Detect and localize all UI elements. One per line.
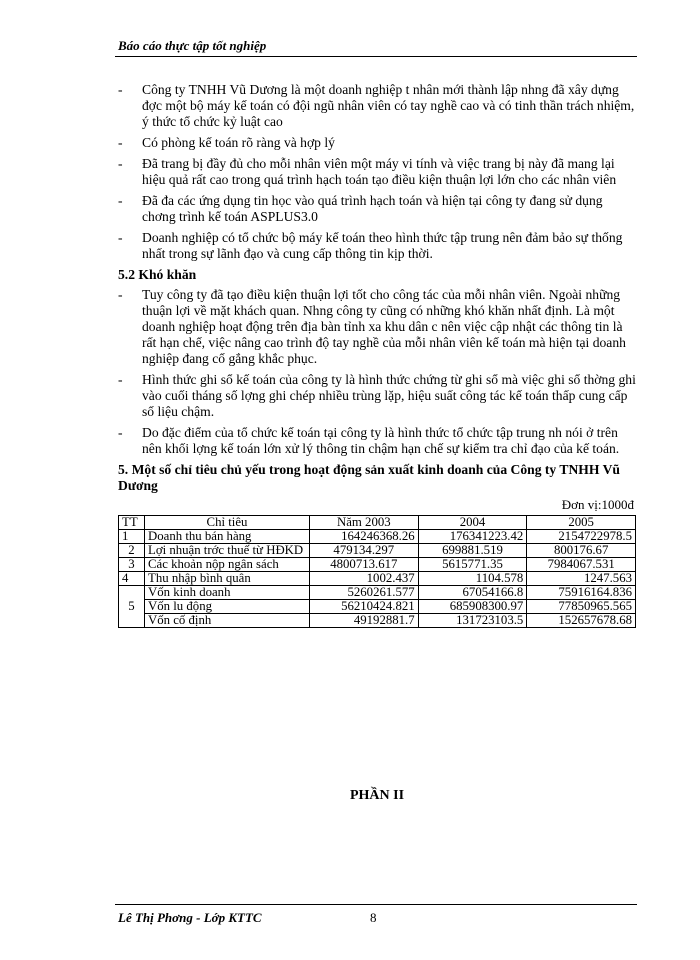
cell-2003: 479134.297 bbox=[310, 544, 419, 558]
unit-note: Đơn vị:1000đ bbox=[561, 497, 634, 512]
table-row bbox=[119, 544, 636, 558]
list-item: - Tuy công ty đã tạo điều kiện thuận lợi tốt cho công tác của mỗi nhân viên. Ngoài những thuận lợi về mặt khách quan. Nhng công ty cũng có những khó khăn nhất định. Là một doanh nghiệp hoạt động trên địa bàn tỉnh xa khu dân c nên việc cập nhật các thông tin là rất hạn chế, việc nâng cao trình độ tay nghề của mỗi nhân viên kế toán mà hiện tại doanh nghiệp đang cố gắng khắc phục. bbox=[118, 287, 636, 367]
advantages-list bbox=[118, 82, 636, 262]
row-number: 3 bbox=[119, 558, 145, 572]
list-item: - Đã trang bị đầy đủ cho mỗi nhân viên một máy vi tính và việc trang bị này đã mang lại hiệu quả rất cao trong quá trình hạch toán tạo điều kiện thuận lợi lớn cho các nhân viên bbox=[118, 156, 636, 188]
column-header: Năm 2003 bbox=[310, 516, 419, 530]
page-number: 8 bbox=[370, 910, 377, 925]
row-label: Lợi nhuận trớc thuế từ HĐKD bbox=[145, 544, 310, 558]
cell-2004: 67054166.8 bbox=[418, 586, 527, 600]
cell-2005: 800176.67 bbox=[527, 544, 636, 558]
cell-2004: 1104.578 bbox=[418, 572, 527, 586]
cell-2005: 1247.563 bbox=[527, 572, 636, 586]
table-row bbox=[119, 558, 636, 572]
row-label: Doanh thu bán hàng bbox=[145, 530, 310, 544]
running-header: Báo cáo thực tập tốt nghiệp bbox=[118, 38, 267, 53]
cell-2003: 4800713.617 bbox=[310, 558, 419, 572]
list-item: - Doanh nghiệp có tổ chức bộ máy kế toán theo hình thức tập trung nên đảm bảo sự thống nhất trong sự lãnh đạo và cung cấp thông tin kịp thời. bbox=[118, 230, 636, 262]
list-item: - Do đặc điểm của tổ chức kế toán tại công ty là hình thức tổ chức tập trung nh nói ở trên nên khối lợng kế toán lớn xử lý thông tin chậm hạn chế sự kiểm tra chỉ đạo của kế toán. bbox=[118, 425, 636, 457]
cell-2004: 699881.519 bbox=[418, 544, 527, 558]
header-rule bbox=[115, 56, 637, 57]
page-content bbox=[118, 82, 636, 804]
difficulties-list bbox=[118, 287, 636, 457]
row-number: 2 bbox=[119, 544, 145, 558]
cell-2004: 685908300.97 bbox=[418, 600, 527, 614]
footer-author: Lê Thị Phơng - Lớp KTTC bbox=[118, 910, 262, 925]
table-row bbox=[119, 614, 636, 628]
row-label: Vốn lu động bbox=[145, 600, 310, 614]
cell-2003: 49192881.7 bbox=[310, 614, 419, 628]
list-item: - Công ty TNHH Vũ Dương là một doanh nghiệp t nhân mới thành lập nhng đã xây dựng đợc một bộ máy kế toán có đội ngũ nhân viên có tay nghề cao và có tinh thần trách nhiệm, ý thức tổ chức kỷ luật cao bbox=[118, 82, 636, 130]
column-header: 2005 bbox=[527, 516, 636, 530]
row-label: Thu nhập bình quân bbox=[145, 572, 310, 586]
list-item: - Có phòng kế toán rõ ràng và hợp lý bbox=[118, 135, 636, 151]
row-number: 5 bbox=[119, 586, 145, 628]
indicators-table bbox=[118, 515, 636, 628]
row-label: Vốn cố định bbox=[145, 614, 310, 628]
section-heading-difficulties: 5.2 Khó khăn bbox=[118, 267, 197, 282]
cell-2005: 75916164.836 bbox=[527, 586, 636, 600]
column-header: TT bbox=[119, 516, 145, 530]
cell-2005: 77850965.565 bbox=[527, 600, 636, 614]
table-row bbox=[119, 586, 636, 600]
table-header-row bbox=[119, 516, 636, 530]
column-header: Chỉ tiêu bbox=[145, 516, 310, 530]
cell-2005: 2154722978.5 bbox=[527, 530, 636, 544]
table-row bbox=[119, 600, 636, 614]
table-row bbox=[119, 530, 636, 544]
cell-2004: 5615771.35 bbox=[418, 558, 527, 572]
row-number: 1 bbox=[119, 530, 145, 544]
cell-2003: 164246368.26 bbox=[310, 530, 419, 544]
list-item: - Đã đa các ứng dụng tin học vào quá trình hạch toán và hiện tại công ty đang sử dụng chơng trình kế toán ASPLUS3.0 bbox=[118, 193, 636, 225]
cell-2003: 56210424.821 bbox=[310, 600, 419, 614]
cell-2005: 152657678.68 bbox=[527, 614, 636, 628]
cell-2005: 7984067.531 bbox=[527, 558, 636, 572]
cell-2003: 5260261.577 bbox=[310, 586, 419, 600]
cell-2004: 176341223.42 bbox=[418, 530, 527, 544]
part-title: PHẦN II bbox=[349, 788, 405, 803]
section-heading-indicators: 5. Một số chỉ tiêu chủ yếu trong hoạt động sản xuất kinh doanh của Công ty TNHH Vũ Dương bbox=[118, 462, 620, 493]
row-number: 4 bbox=[119, 572, 145, 586]
table-row bbox=[119, 572, 636, 586]
cell-2003: 1002.437 bbox=[310, 572, 419, 586]
row-label: Vốn kinh doanh bbox=[145, 586, 310, 600]
cell-2004: 131723103.5 bbox=[418, 614, 527, 628]
column-header: 2004 bbox=[418, 516, 527, 530]
list-item: - Hình thức ghi sổ kế toán của công ty là hình thức chứng từ ghi sổ mà việc ghi sổ thờng ghi vào cuối tháng số lợng ghi chép nhiều trùng lặp, hiệu suất công tác kế toán thấp cung cấp số liệu chậm. bbox=[118, 372, 636, 420]
row-label: Các khoản nộp ngân sách bbox=[145, 558, 310, 572]
footer-rule bbox=[115, 904, 637, 905]
